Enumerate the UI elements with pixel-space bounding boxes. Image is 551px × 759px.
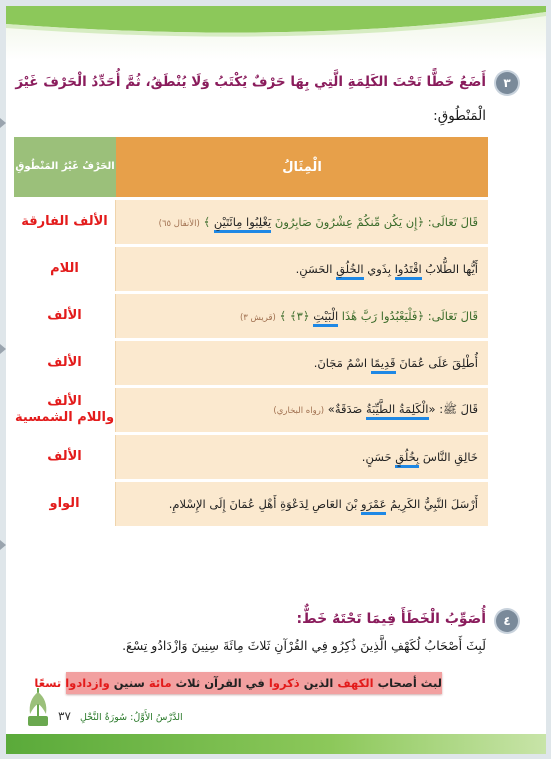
- sentence-text: أَيُّها الطُّلابُ: [421, 262, 478, 276]
- footer-lesson: الدَّرْسُ الأَوَّلُ: سُورَةُ النَّحْلِ ٣٧: [58, 709, 183, 723]
- question-4-answer: لبث أصحاب الكهف الذين ذكروا في القرآن ثلاث مائة سنين وازدادوا تسعًا: [66, 672, 442, 694]
- examples-table: [14, 134, 488, 529]
- sentence-text: بْنَ العَاصِ لِدَعْوَةِ أَهْلِ عُمَانَ إِلَى الإِسْلامِ.: [168, 497, 362, 511]
- underlined-word: اقْتَدُوا: [395, 262, 422, 280]
- table-row: [14, 200, 488, 244]
- source-reference: (رواه البخاري): [273, 405, 325, 416]
- source-reference: (قريش ٣): [239, 313, 276, 323]
- left-edge-marker-icon: [0, 118, 6, 128]
- sentence-text: ﴿٣﴾ ﴾: [279, 309, 314, 323]
- underlined-word: قَدِيمًا: [371, 356, 396, 374]
- sentence-text: أُطْلِقَ عَلَى عُمَانَ: [395, 356, 478, 370]
- sentence-text: أَرْسَلَ النَّبِيُّ الكَرِيمُ: [386, 497, 478, 511]
- example-sentence: [116, 341, 488, 385]
- sentence-text: قَالَ تَعَالَى: ﴿إِن يَكُن مِّنكُمْ عِشْرُونَ صَابِرُونَ: [271, 215, 478, 229]
- header-example: الْمِثَالُ: [116, 137, 488, 197]
- example-sentence: [116, 388, 488, 432]
- answer-text: الألف: [47, 449, 82, 464]
- example-sentence: [116, 200, 488, 244]
- underlined-word: الْكَلِمَةُ الطَّيِّبَةُ: [366, 402, 429, 420]
- sentence-text: خَالِقِ النَّاسَ: [419, 450, 478, 464]
- silent-letter-answer: [14, 435, 116, 479]
- underlined-word: عَمْرَو: [361, 497, 386, 515]
- sentence-text: صَدَقَةٌ»: [327, 401, 366, 416]
- question-4-sentence: لَبِثَ أَصْحَابُ لُكَهْفِ الَّذِينَ ذُكِرُو فِي القُرْآنِ ثَلاثَ مِائَةَ سِنِينَ وَازْدَادُو تِسْعَ.: [122, 638, 486, 653]
- table-row: [14, 388, 488, 432]
- silent-letter-answer: [14, 200, 116, 244]
- answer-text: الألف: [47, 308, 82, 323]
- sentence-text: بِذَوي: [363, 262, 395, 276]
- example-sentence: [116, 482, 488, 526]
- question-3-number: ٣: [496, 72, 518, 94]
- table-row: [14, 294, 488, 338]
- table-row: [14, 435, 488, 479]
- example-sentence: [116, 247, 488, 291]
- sentence-text: ﴾: [203, 215, 214, 229]
- left-edge-marker-icon: [0, 344, 6, 354]
- question-3-line2: الْمَنْطُوقِ:: [433, 108, 486, 124]
- question-3-instruction: [15, 74, 486, 90]
- table-row: [14, 482, 488, 526]
- underlined-word: يَغْلِبُوا مِائَتَيْنِ: [214, 215, 271, 233]
- answer-text: الواو: [49, 496, 80, 511]
- underlined-word: بِخُلُقٍ: [395, 450, 419, 468]
- top-decoration: [6, 6, 546, 46]
- underlined-word: الخُلُقِ: [336, 262, 364, 280]
- silent-letter-answer: [14, 341, 116, 385]
- example-sentence: [116, 294, 488, 338]
- footer-strip: [6, 734, 546, 754]
- sentence-text: حَسَنٍ.: [361, 450, 396, 464]
- sentence-text: الحَسَنِ.: [295, 262, 337, 276]
- answer-text: الألف الفارقة: [21, 214, 108, 229]
- example-sentence: [116, 435, 488, 479]
- answer-text: الألف: [47, 355, 82, 370]
- sentence-text: قَالَ تَعَالَى: ﴿فَلْيَعْبُدُوا رَبَّ هَٰذَا: [338, 309, 478, 323]
- answer-text: اللام: [50, 261, 79, 276]
- table-row: [14, 247, 488, 291]
- source-reference: (الأنفال ٦٥): [158, 219, 200, 229]
- left-edge-marker-icon: [0, 540, 6, 550]
- answer-text: الألف: [47, 394, 82, 409]
- sentence-text: اسْمُ مَجَانَ.: [313, 356, 371, 370]
- silent-letter-answer: [14, 294, 116, 338]
- sentence-text: قَالَ ﷺ: «: [428, 401, 478, 416]
- silent-letter-answer: [14, 247, 116, 291]
- page-number: ٣٧: [58, 709, 71, 723]
- question-3-line1: أَضَعُ خَطًّا تَحْتَ الكَلِمَةِ الَّتِي بِهَا حَرْفٌ يُكْتَبُ وَلَا يُنْطَقُ، ثُمَّ أُحَدِّدُ الْحَرْفَ غَيْرَ: [15, 74, 486, 90]
- silent-letter-answer: [14, 388, 116, 432]
- book-logo-icon: [24, 686, 52, 730]
- table-row: [14, 341, 488, 385]
- answer-text-line2: واللام الشمسية: [15, 410, 115, 425]
- silent-letter-answer: [14, 482, 116, 526]
- question-4-title: أُصَوِّبُ الْخَطَأَ فِيمَا تَحْتَهُ خَطٌّ:: [296, 611, 486, 627]
- textbook-page: [6, 6, 546, 754]
- question-4-number: ٤: [496, 610, 518, 632]
- underlined-word: الْبَيْتِ: [313, 309, 338, 327]
- header-silent-letter: الحَرْفُ غَيْرُ المَنْطُوقِ: [14, 137, 116, 197]
